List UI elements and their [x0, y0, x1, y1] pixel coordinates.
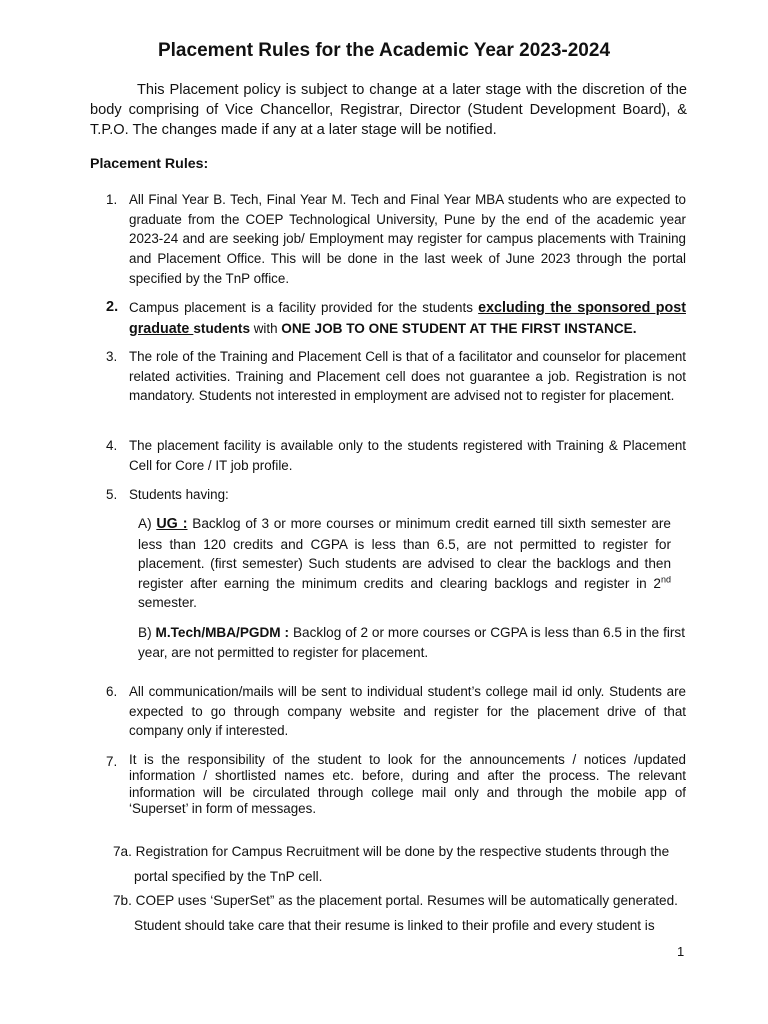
sub-text: Backlog of 3 or more courses or minimum credit earned till sixth semester are less than 120 credits and CGPA is less than 6.5, are not permitted to register for placement. (first semester) Such students are advised to clear the backlogs and then register after earning the minimum credits and clearing backlogs and register in 2	[138, 516, 671, 591]
rule-number: 1.	[106, 192, 118, 207]
rule-7b	[113, 888, 683, 938]
sub-text: Backlog of 2 or more courses or CGPA is less than 6.5 in the first year, are not permitted to register for placement.	[138, 625, 686, 660]
intro-paragraph: This Placement policy is subject to change at a later stage with the discretion of the body comprising of Vice Chancellor, Registrar, Director (Student Development Board), & T.P.O. The changes made if any at a later stage will be notified.	[90, 82, 687, 138]
rule-text: Students having:	[129, 487, 229, 502]
rule-7b-line: 7b. COEP uses ‘SuperSet” as the placement portal. Resumes will be automatically generated.	[113, 893, 678, 908]
sub-key: UG :	[156, 516, 188, 532]
rule-7a-line: portal specified by the TnP cell.	[134, 869, 323, 884]
rule-text-part: Campus placement is a facility provided for the students	[129, 300, 479, 315]
rule-number: 2.	[106, 299, 119, 315]
rule-7a-line: 7a. Registration for Campus Recruitment will be done by the respective students through the	[113, 844, 670, 859]
rule-text: The placement facility is available only to the students registered with Training & Placement Cell for Core / IT job profile.	[129, 438, 686, 473]
rule-text: It is the responsibility of the student to look for the announcements / notices /updated information / shortlisted names etc. before, during and after the process. The relevant information will be circulated through college mail only and through the mobile app of ‘Superset’ in form of messages.	[129, 752, 686, 817]
rule-2	[106, 298, 686, 339]
sub-text-end: semester.	[138, 595, 197, 611]
rule-text-part: with	[250, 320, 282, 336]
rule-3	[106, 347, 686, 406]
rule-7b-line: Student should take care that their resume is linked to their profile and every student is	[134, 918, 655, 933]
rule-text: The role of the Training and Placement Cell is that of a facilitator and counselor for placement related activities. Training and Placement cell does not guarantee a job. Registration is not mandatory. Students not interested in employment are advised not to register for placement.	[129, 349, 686, 404]
rule-emphasis-underlined: excluding the sponsored post graduate	[129, 300, 686, 337]
rules-heading: Placement Rules:	[90, 156, 209, 172]
page-number: 1	[677, 944, 685, 959]
rule-7a	[113, 839, 683, 889]
rule-1	[106, 190, 686, 289]
rule-number: 4.	[106, 438, 118, 453]
rule-5	[106, 485, 686, 505]
rule-5b	[138, 623, 685, 662]
rule-4	[106, 436, 686, 475]
rule-text	[129, 298, 686, 339]
sub-label: A)	[138, 516, 157, 531]
superscript: nd	[660, 574, 671, 585]
document-title: Placement Rules for the Academic Year 2023-2024	[157, 40, 611, 61]
rule-number: 3.	[106, 349, 118, 364]
rule-emphasis: students	[193, 320, 251, 336]
rule-number: 6.	[106, 684, 118, 699]
rule-5a	[138, 514, 671, 613]
sub-label: B)	[138, 625, 156, 640]
rule-7	[106, 752, 686, 818]
rule-text: All Final Year B. Tech, Final Year M. Tech and Final Year MBA students who are expected to graduate from the COEP Technological University, Pune by the end of the academic year 2023-24 and are seeking job/ Employment may register for campus placements with Training and Placement Office. This will be done in the last week of June 2023 through the portal specified by the TnP office.	[129, 192, 686, 286]
rule-emphasis: ONE JOB TO ONE STUDENT AT THE FIRST INSTANCE.	[281, 320, 637, 336]
rule-text: All communication/mails will be sent to individual student’s college mail id only. Students are expected to go through company website and register for the placement drive of that company only if interested.	[129, 684, 686, 739]
rule-number: 7.	[106, 754, 118, 769]
rule-number: 5.	[106, 487, 118, 502]
rule-6	[106, 682, 686, 741]
sub-key: M.Tech/MBA/PGDM :	[155, 625, 290, 640]
